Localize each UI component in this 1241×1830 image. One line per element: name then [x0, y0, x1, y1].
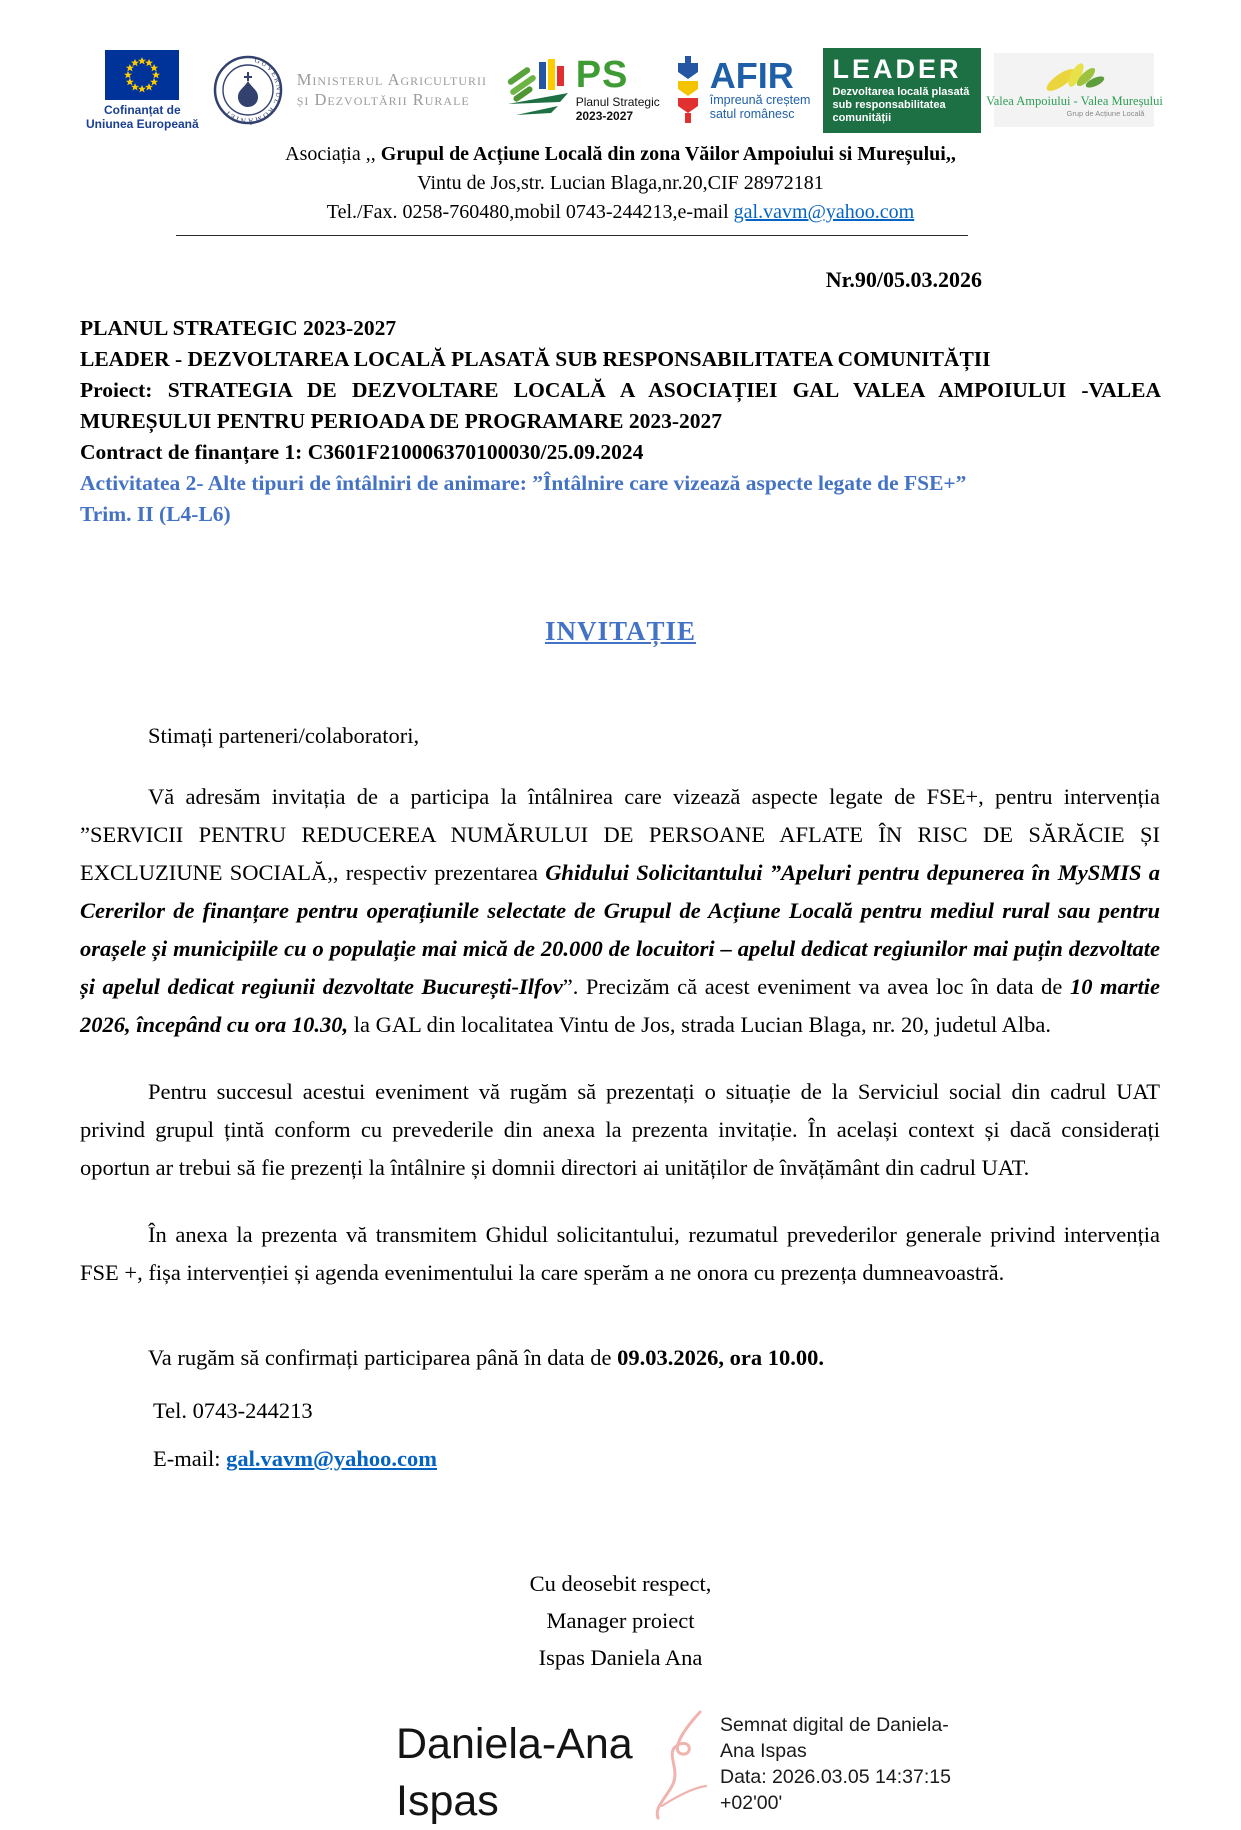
paragraph-1	[80, 778, 1160, 1044]
confirmation-text: Va rugăm să confirmați participarea până în data de	[148, 1345, 618, 1370]
p1-segment-bolditalic-2: 10 martie 2026, începând cu ora 10.30,	[80, 974, 1161, 1037]
valea-subtitle: Grup de Acțiune Locală	[1066, 109, 1145, 118]
confirmation-line	[80, 1338, 1160, 1378]
telephone-line: Tel. 0743-244213	[153, 1398, 313, 1423]
government-seal-icon	[212, 54, 284, 126]
program-line3: Proiect: STRATEGIA DE DEZVOLTARE LOCALĂ A ASOCIAȚIEI GAL VALEA AMPOIULUI -VALEA MUREȘULUI PENTRU PERIOADA DE PROGRAMARE 2023-2027	[80, 378, 1161, 433]
contact-email-link[interactable]: gal.vavm@yahoo.com	[226, 1446, 438, 1471]
signature-name	[396, 1716, 648, 1830]
afir-tagline1: împreună creștem	[709, 93, 811, 107]
program-line4: Contract de finanțare 1: C3601F210006370100030/25.09.2024	[80, 440, 644, 464]
adobe-signature-flourish-icon	[648, 1710, 714, 1822]
valea-leaves-icon	[1039, 62, 1109, 94]
reference-number: Nr.90/05.03.2026	[825, 267, 982, 292]
signature-name-line1: Daniela-Ana	[396, 1720, 633, 1768]
eu-caption	[86, 103, 199, 131]
document-title: INVITAȚIE	[544, 616, 697, 646]
eu-caption-line2: Uniunea Europeană	[86, 116, 199, 131]
government-seal-text: GUVERNUL ROMÂNIEI	[222, 55, 284, 126]
leader-logo	[823, 48, 981, 133]
leader-subtitle: Dezvoltarea locală plasată sub responsabilitatea comunității	[832, 85, 970, 124]
org-line1-prefix: Asociația ,,	[285, 143, 381, 165]
valea-logo	[986, 53, 1163, 127]
org-email-link[interactable]: gal.vavm@yahoo.com	[733, 201, 915, 223]
activity-line1: Activitatea 2- Alte tipuri de întâlniri de animare: ”Întâlnire care vizează aspecte legate de FSE+”	[80, 471, 967, 495]
closing-respect: Cu deosebit respect,	[529, 1571, 712, 1596]
p1-segment-normal-2: ”. Precizăm că acest eveniment va avea loc în data de	[562, 974, 1070, 999]
program-line1: PLANUL STRATEGIC 2023-2027	[80, 316, 397, 340]
header-separator	[176, 235, 968, 236]
closing-role: Manager proiect	[546, 1608, 695, 1633]
afir-tagline2: satul românesc	[709, 107, 795, 121]
eu-flag-icon	[105, 50, 179, 100]
eu-caption-line1: Cofinanțat de	[104, 102, 181, 117]
salutation: Stimați parteneri/colaboratori,	[148, 723, 420, 748]
org-address: Vintu de Jos,str. Lucian Blaga,nr.20,CIF 28972181	[417, 172, 824, 194]
org-contact	[0, 198, 1241, 227]
org-contact-prefix: Tel./Fax. 0258-760480,mobil 0743-244213,e-mail	[326, 201, 734, 223]
ps-line2: 2023-2027	[575, 109, 634, 123]
digital-signature-block	[396, 1716, 1241, 1830]
document-title-row	[0, 616, 1241, 647]
afir-mark-icon	[673, 56, 703, 124]
signature-details-line3: Data: 2026.03.05 14:37:15	[720, 1766, 951, 1788]
p1-segment-normal-3: la GAL din localitatea Vintu de Jos, strada Lucian Blaga, nr. 20, judetul Alba.	[348, 1012, 1052, 1037]
leader-title: LEADER	[832, 53, 962, 84]
eu-flag-logo	[86, 50, 199, 131]
signature-details-line2: Ana Ispas	[720, 1740, 807, 1762]
logo-strip	[0, 0, 1241, 130]
paragraph-3: În anexa la prezenta vă transmitem Ghidul solicitantului, rezumatul prevederilor generale privind intervenția FSE +, fișa intervenției și agenda evenimentului la care sperăm a ne onora cu prezența dumneavoastră.	[80, 1222, 1160, 1285]
ps-abbr: PS	[575, 54, 629, 96]
ministry-line2: și Dezvoltării Rurale	[296, 90, 470, 109]
ps-line1: Planul Strategic	[575, 95, 660, 109]
closing-name: Ispas Daniela Ana	[538, 1645, 703, 1670]
email-label: E-mail:	[153, 1446, 227, 1471]
confirmation-deadline: 09.03.2026, ora 10.00.	[617, 1345, 825, 1370]
signature-details	[720, 1712, 951, 1830]
government-seal-logo	[212, 54, 284, 126]
ps-leaf-icon	[506, 59, 570, 121]
org-line1-name: Grupul de Acțiune Locală din zona Văilor Ampoiului si Mureșului,,	[380, 143, 956, 165]
program-headings	[80, 313, 1161, 530]
signature-details-line1: Semnat digital de Daniela-	[720, 1714, 949, 1736]
valea-title: Valea Ampoiului - Valea Mureșului	[986, 94, 1163, 108]
ministry-line1: Ministerul Agriculturii	[296, 70, 488, 89]
afir-abbr: AFIR	[709, 55, 794, 96]
afir-logo	[673, 56, 811, 124]
paragraph-2: Pentru succesul acestui eveniment vă rugăm să prezentați o situație de la Serviciul social din cadrul UAT privind grupul țintă conform cu prevederile din anexa la prezenta invitație. În același context și dacă considerați oportun ar trebui să fie prezenți la întâlnire și domnii directori ai unităților de învățământ din cadrul UAT.	[80, 1079, 1160, 1180]
program-line2: LEADER - DEZVOLTAREA LOCALĂ PLASATĂ SUB RESPONSABILITATEA COMUNITĂȚII	[80, 347, 991, 371]
p1-segment-bolditalic-1: Ghidului Solicitantului ”Apeluri pentru depunerea în MySMIS a Cererilor de finanțare pentru operațiunile selectate de Grupul de Acțiune Locală pentru mediul rural sau pentru orașele și municipiile cu o populație mai mică de 20.000 de locuitori – apelul dedicat regiunilor mai puțin dezvoltate și apelul dedicat regiunii dezvoltate București-Ilfov	[80, 860, 1161, 999]
org-line1	[0, 140, 1241, 169]
organization-block	[0, 140, 1241, 227]
activity-line2: Trim. II (L4-L6)	[80, 502, 231, 526]
ps-logo	[506, 54, 660, 123]
signature-name-line2: Ispas	[396, 1777, 499, 1825]
email-line	[80, 1439, 1160, 1479]
letter-body	[80, 723, 1160, 1479]
closing-block	[0, 1565, 1241, 1676]
p1-segment-normal-1: Vă adresăm invitația de a participa la întâlnirea care vizează aspecte legate de FSE+, pentru intervenția ”SERVICII PENTRU REDUCEREA NUMĂRULUI DE PERSOANE AFLATE ÎN RISC DE SĂRĂCIE ȘI EXCLUZIUNE SOCIALĂ,, respectiv prezentarea	[80, 784, 1160, 885]
signature-details-line4: +02'00'	[720, 1792, 783, 1814]
ministry-logo	[297, 70, 493, 110]
